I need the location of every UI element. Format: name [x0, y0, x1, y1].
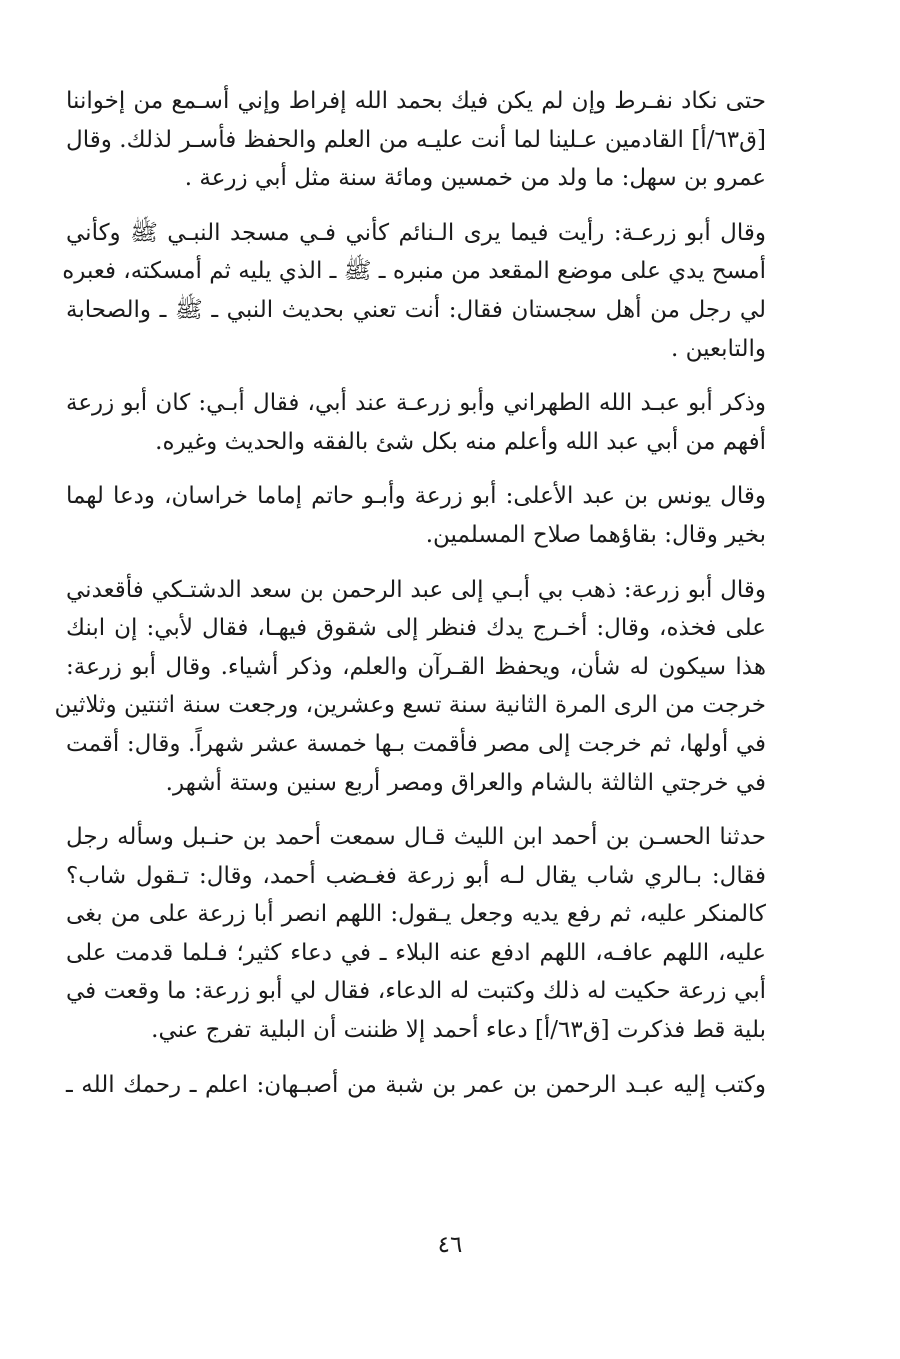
text-line: بخير وقال: بقاؤهما صلاح المسلمين. [425, 521, 766, 548]
text-line: كالمنكر عليه، ثم رفع يديه وجعل يـقول: اللهم انصر أبا زرعة على من بغى [66, 901, 766, 928]
paragraph-7 [66, 1064, 766, 1105]
text-line: لي رجل من أهل سجستان فقال: أنت تعني بحديث النبي ـ ﷺ ـ والصحابة [66, 296, 766, 323]
paragraph-1 [66, 80, 766, 198]
text-line: حدثنا الحسـن بن أحمد ابن الليث قـال سمعت أحمد بن حنـبل وسأله رجل [66, 824, 766, 851]
text-line: بلية قط فذكرت [ق٦٣/أ] دعاء أحمد إلا ظننت أن البلية تفرج عني. [151, 1017, 766, 1044]
text-line: وقال أبو زرعـة: رأيت فيما يرى الـنائم كأني فـي مسجد النبـي ﷺ وكأني [66, 219, 766, 246]
text-line: حتى نكاد نفـرط وإن لم يكن فيك بحمد الله إفراط وإني أسـمع من إخواننا [66, 88, 766, 114]
text-line: وقال أبو زرعة: ذهب بي أبـي إلى عبد الرحمن بن سعد الدشتـكي فأقعدني [66, 576, 766, 603]
page-number: ٤٦ [437, 1232, 463, 1258]
text-line: [ق٦٣/أ] القادمين عـلينا لما أنت عليـه من العلم والحفظ فأسـر لذلك. وقال [66, 126, 766, 153]
paragraph-5 [54, 569, 766, 803]
text-line: خرجت من الرى المرة الثانية سنة تسع وعشرين، ورجعت سنة اثنتين وثلاثين [54, 692, 766, 719]
text-line: هذا سيكون له شأن، ويحفظ القـرآن والعلم، وذكر أشياء. وقال أبو زرعة: [66, 653, 766, 680]
text-line: أمسح يدي على موضع المقعد من منبره ـ ﷺ ـ الذي يليه ثم أمسكته، فعبره [62, 258, 766, 285]
text-line: في أولها، ثم خرجت إلى مصر فأقمت بـها خمسة عشر شهراً. وقال: أقمت [66, 730, 766, 757]
paragraph-6 [66, 816, 766, 1050]
text-line: عمرو بن سهل: ما ولد من خمسين ومائة سنة مثل أبي زرعة . [184, 165, 766, 192]
text-line: أفهم من أبي عبد الله وأعلم منه بكل شئ بالفقه والحديث وغيره. [155, 428, 766, 455]
page-body [54, 80, 766, 1118]
text-line: عليه، اللهم عافـه، اللهم ادفع عنه البلاء ـ في دعاء كثير؛ فـلما قدمت على [66, 939, 766, 966]
text-line: وكتب إليه عبـد الرحمن بن عمر بن شبة من أصبـهان: اعلم ـ رحمك الله ـ [66, 1071, 766, 1098]
text-line: في خرجتي الثالثة بالشام والعراق ومصر أربع سنين وستة أشهر. [165, 769, 766, 796]
text-line: وذكر أبو عبـد الله الطهراني وأبو زرعـة عند أبي، فقال أبـي: كان أبو زرعة [66, 390, 766, 417]
text-line: أبي زرعة حكيت له ذلك وكتبت له الدعاء، فقال لي أبو زرعة: ما وقعت في [66, 978, 766, 1005]
paragraph-2 [62, 212, 766, 368]
paragraph-3 [66, 382, 766, 461]
paragraph-4 [66, 475, 766, 554]
text-line: على فخذه، وقال: أخـرج يدك فنظر إلى شقوق فيهـا، فقال لأبي: إن ابنك [66, 615, 766, 642]
text-line: فقال: بـالري شاب يقال لـه أبو زرعة فغـضب أحمد، وقال: تـقول شاب؟ [66, 862, 766, 889]
text-line: وقال يونس بن عبد الأعلى: أبو زرعة وأبـو حاتم إماما خراسان، ودعا لهما [66, 483, 766, 510]
text-line: والتابعين . [670, 335, 766, 362]
